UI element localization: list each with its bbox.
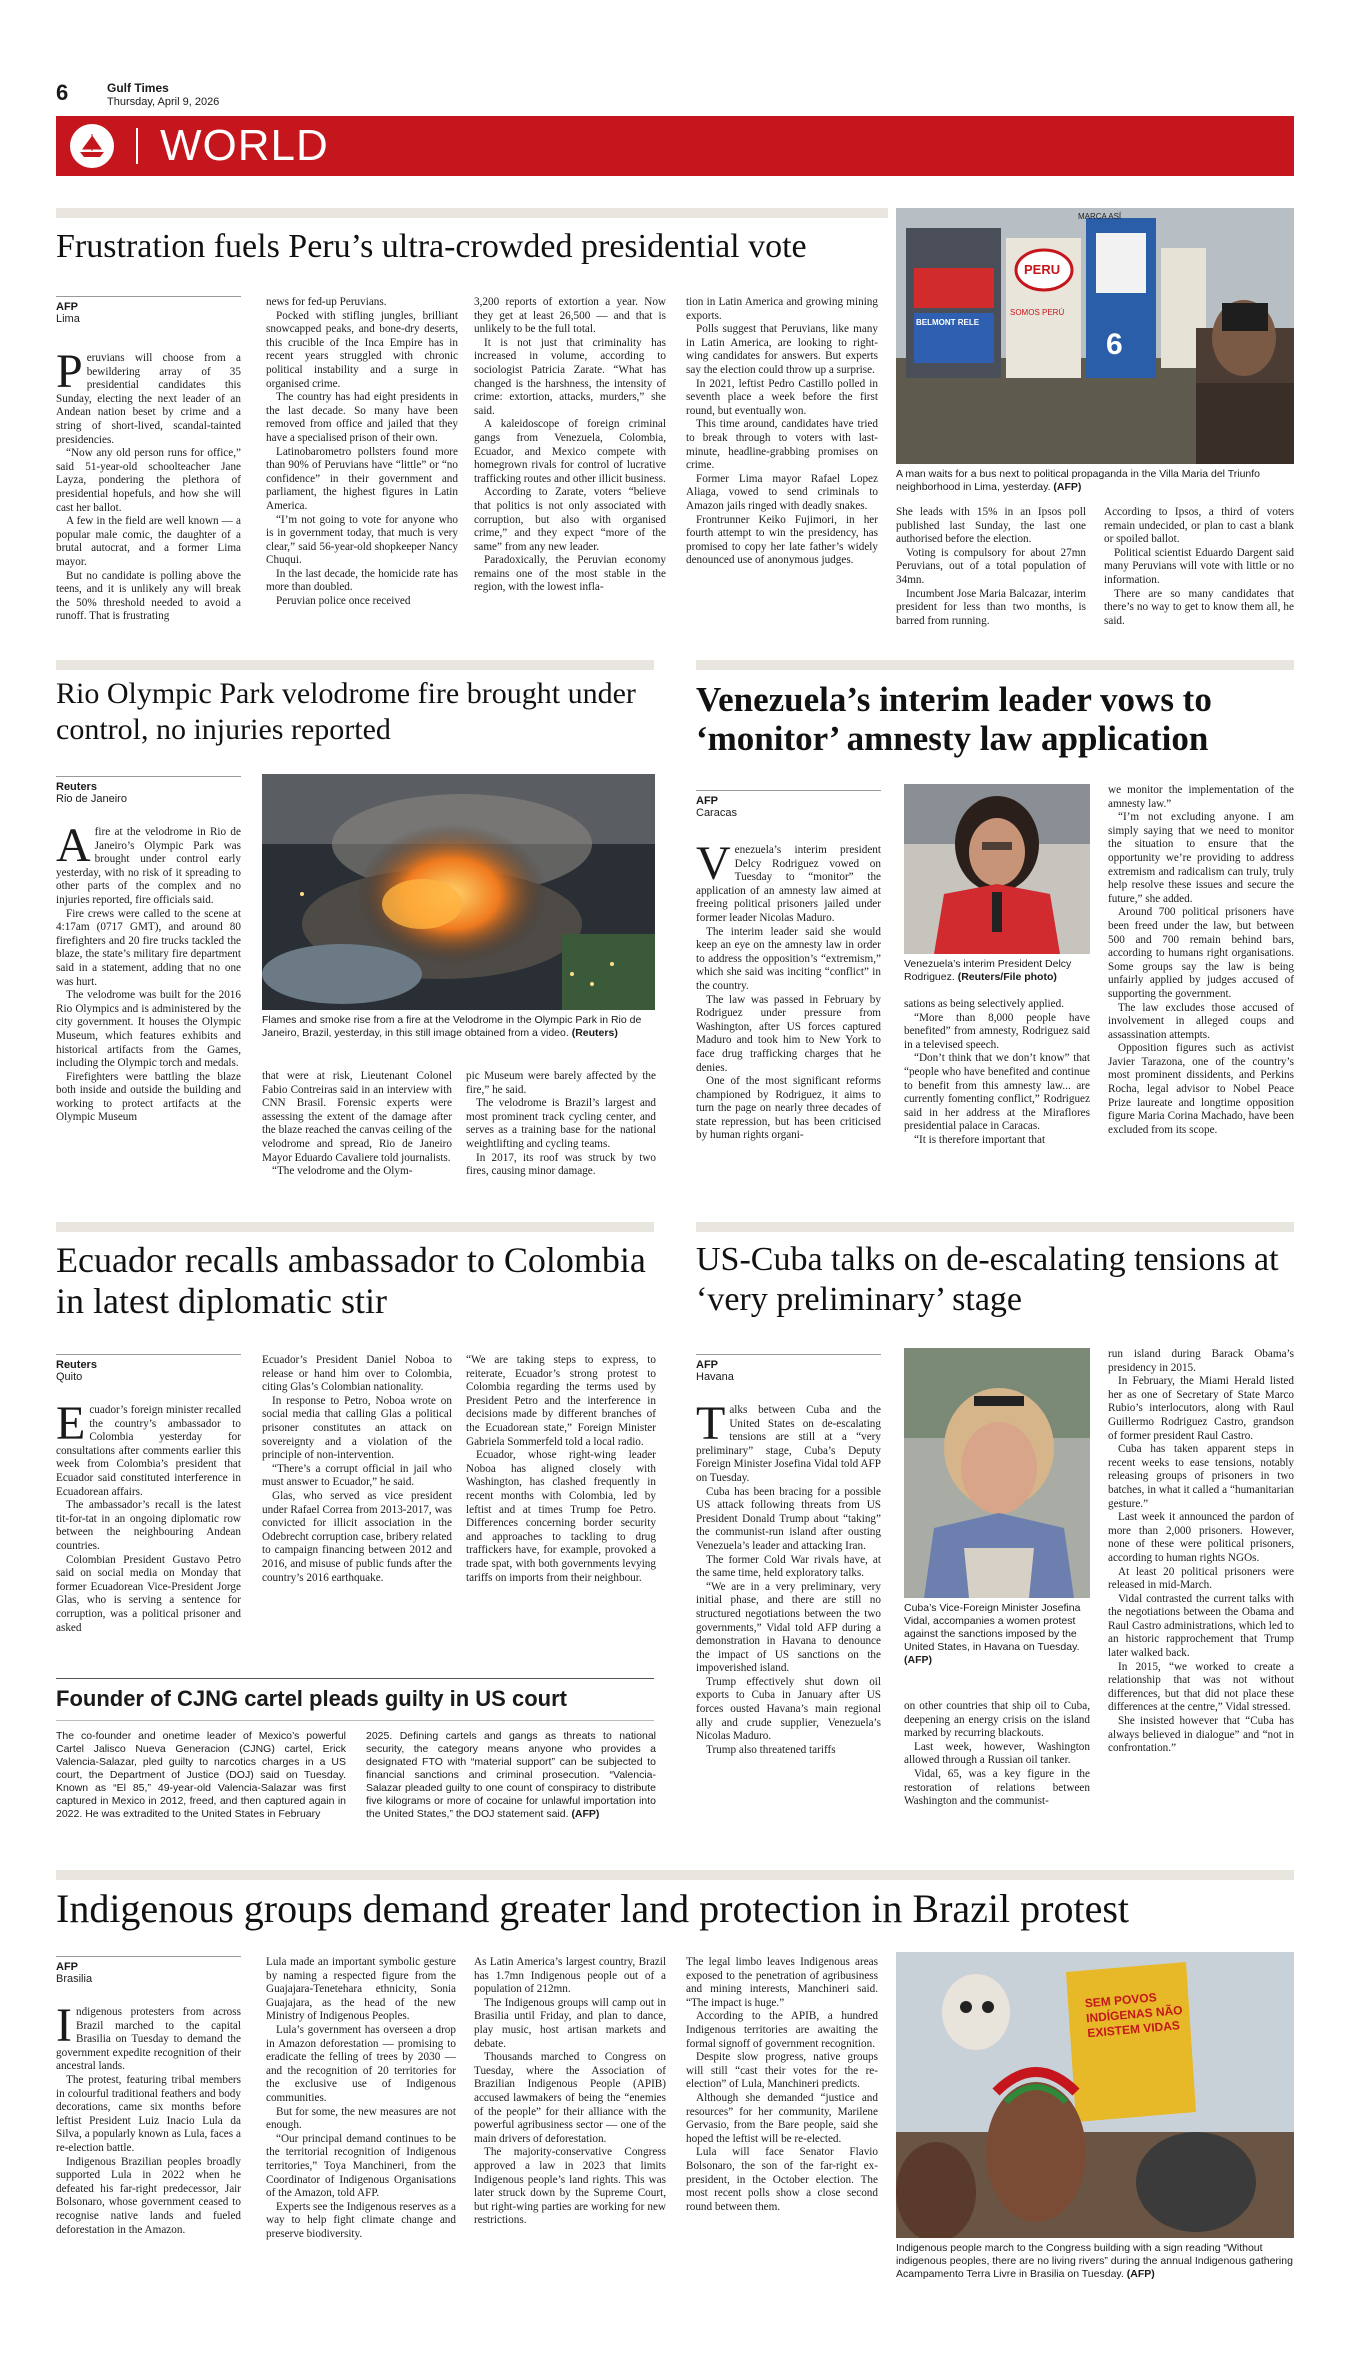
paragraph: Despite slow progress, native groups will still “cast their votes for the re-election” of Lula, Manchineri predicts.: [686, 2051, 878, 2091]
paragraph: “Don’t think that we don’t know” that “people who have benefited and continue to benefit from this amnesty law... are currently fomenting conflict,” Rodriguez said in her address at the Miraflores presidential palace in Caracas.: [904, 1052, 1090, 1133]
peru-byline: [56, 296, 241, 325]
ecuador-col-2: [262, 1354, 452, 1585]
ecuador-dropcap: E: [56, 1397, 86, 1450]
ecuador-headline: Ecuador recalls ambassador to Colombia in latest diplomatic stir: [56, 1240, 646, 1321]
paragraph: Lula will face Senator Flavio Bolsonaro, the son of the far-right ex-president, in the October election. The most recent polls show a close second round between them.: [686, 2146, 878, 2213]
cjng-headline: Founder of CJNG cartel pleads guilty in US court: [56, 1686, 567, 1711]
rio-dropcap: A: [56, 819, 91, 872]
cuba-byline: [696, 1354, 881, 1383]
paragraph: enezuela’s interim president Delcy Rodriguez vowed on Tuesday to “monitor” the application of an amnesty law aimed at freeing political prisoners jailed under former leader Nicolas Maduro.: [696, 844, 881, 924]
paragraph: tion in Latin America and growing mining exports.: [686, 296, 878, 322]
brazil-agency: AFP: [56, 1961, 78, 1973]
cuba-dropcap: T: [696, 1397, 726, 1450]
cjng-rule: [56, 1678, 654, 1679]
paragraph: “I’m not excluding anyone. I am simply saying that we need to monitor the situation to ensure that the opportunity we’re providing to address extremism and radicalism can truly, truly help resolve these issues and secure the future,” she added.: [1108, 811, 1294, 905]
peru-col-4: [686, 296, 878, 568]
band-top: [56, 208, 888, 218]
caption-text: A man waits for a bus next to political propaganda in the Villa Maria del Triunfo neighborhood in Lima, yesterday.: [896, 468, 1261, 493]
brazil-col-2: [266, 1956, 456, 2241]
paragraph: In 2021, leftist Pedro Castillo polled in seventh place a week before the first round, but eventually won.: [686, 377, 878, 417]
caption-text: Flames and smoke rise from a fire at the Velodrome in the Olympic Park in Rio de Janeiro, Brazil, yesterday, in this still image obtained from a video.: [262, 1014, 642, 1039]
paper-name: Gulf Times: [107, 81, 169, 95]
paragraph: “The velodrome and the Olym-: [272, 1165, 413, 1178]
band-2: [56, 1222, 654, 1232]
cjng-col-2: [366, 1730, 656, 1821]
venezuela-byline: [696, 790, 881, 819]
section-divider: [136, 128, 138, 164]
photo-sign-text: MARCA ASÍ: [1078, 212, 1122, 221]
photo-poster-text: SOMOS PERÚ: [1010, 308, 1065, 317]
paragraph: Vidal, 65, was a key figure in the restoration of relations between Washington and the communist-: [904, 1767, 1090, 1808]
paragraph: In the last decade, the homicide rate has more than doubled.: [266, 567, 458, 594]
paragraph: Ecuador’s President Daniel Noboa to release or hand him over to Colombia, citing Glas’s Colombian nationality.: [262, 1354, 452, 1394]
paragraph: At least 20 political prisoners were released in mid-March.: [1108, 1565, 1294, 1592]
paragraph: Vidal contrasted the current talks with the negotiations between the Obama and Raul Castro administrations, which led to an historic rapprochement that Trump later walked back.: [1108, 1592, 1294, 1660]
brazil-caption: [896, 2242, 1294, 2281]
paragraph: 3,200 reports of extortion a year. Now they get at least 26,500 — and that is unlikely to be the full total.: [474, 296, 666, 336]
paragraph: But for some, the new measures are not enough.: [266, 2105, 456, 2132]
rio-col-3: [466, 1070, 656, 1179]
peru-headline: Frustration fuels Peru’s ultra-crowded presidential vote: [56, 228, 807, 265]
cuba-col-2: [904, 1700, 1090, 1809]
cjng-col-1: The co-founder and onetime leader of Mexico’s powerful Cartel Jalisco Nueva Generacion (CJNG) cartel, Erick Valencia-Salazar, pled guilty to narcotics charges in a US court, the Department of Justice (DOJ) said on Tuesday. Known as “El 85,” 49-year-old Valencia-Salazar was first captured in Mexico in 2012, freed, and then captured again in 2022. He was extradited to the United States in February: [56, 1730, 346, 1820]
cjng-credit: (AFP): [571, 1808, 600, 1820]
brazil-byline: [56, 1956, 241, 1985]
ecuador-col-1: [56, 1397, 241, 1635]
paragraph: Firefighters were battling the blaze both inside and outside the building and working to protect artifacts at the Olympic Museum: [56, 1070, 241, 1124]
brazil-photo: [896, 1952, 1294, 2238]
paragraph: “Our principal demand continues to be the territorial recognition of Indigenous territories,” Toya Manchineri, from the Coordinator of Indigenous Organisations of the Amazon, told AFP.: [266, 2132, 456, 2200]
issue-date: Thursday, April 9, 2026: [107, 96, 220, 108]
brazil-col-1: [56, 1999, 241, 2237]
band-1b: [696, 660, 1294, 670]
paragraph: Lula’s government has overseen a drop in Amazon deforestation — promising to eradicate the felling of trees by 2030 — and the recognition of 20 territories for the exclusive use of Indigenous communities.: [266, 2023, 456, 2104]
paragraph: A few in the field are well known — a popular male comic, the daughter of a brutal autocrat, and a former Lima mayor.: [56, 515, 241, 568]
paragraph: One of the most significant reforms championed by Rodriguez, it aims to turn the page on nearly three decades of state repression, but has been criticised by human rights organi-: [696, 1075, 881, 1142]
section-bar: [56, 116, 1294, 176]
paragraph: In 2017, its roof was struck by two fires, causing minor damage.: [466, 1151, 656, 1178]
logo-icon: [70, 124, 114, 168]
paragraph: The law excludes those accused of involvement in alleged coups and assassination attempts.: [1108, 1001, 1294, 1041]
paragraph: The majority-conservative Congress approved a law in 2023 that limits Indigenous people’s land rights. This was later struck down by the Supreme Court, but right-wing parties are working for new restrictions.: [474, 2146, 666, 2227]
rio-photo: [262, 774, 655, 1010]
paragraph: Fire crews were called to the scene at 4:17am (0717 GMT), and around 80 firefighters and 20 fire trucks tackled the blaze, the state’s military fire department said in a statement, adding that no one was hurt.: [56, 907, 241, 988]
paragraph: Polls suggest that Peruvians, like many in Latin America, are looking to right-wing candidates for answers. But experts say the election could throw up a surprise.: [686, 323, 878, 376]
paragraph: The interim leader said she would keep an eye on the amnesty law in order to address the opposition’s “extremism,” which she said was inciting “conflict” in the country.: [696, 925, 881, 992]
paragraph: Around 700 political prisoners have been freed under the law, but between 500 and 700 remain behind bars, according to humans right organisations. Some groups say the law is being unfairly applied by judges accused of supporting the government.: [1108, 906, 1294, 1000]
photo-poster-text: 6: [1106, 328, 1123, 361]
paragraph: Cuba has taken apparent steps in recent weeks to ease tensions, notably releasing groups of prisoners in two batches, in what it called a “humanitarian gesture.”: [1108, 1443, 1294, 1510]
caption-text: Venezuela’s interim President Delcy Rodriguez.: [904, 958, 1072, 983]
ecuador-byline: [56, 1354, 241, 1383]
caption-text: Cuba’s Vice-Foreign Minister Josefina Vidal, accompanies a women protest against the sanctions imposed by the United States, in Havana on Tuesday.: [904, 1602, 1081, 1653]
paragraph: news for fed-up Peruvians.: [266, 296, 387, 308]
paragraph: “We are taking steps to express, to reiterate, Ecuador’s strong protest to Colombia regarding the terms used by President Petro and the interference in decisions made by different branches of the Ecuadorean state,” Foreign Minister Gabriela Sommerfeld told a local radio.: [466, 1354, 656, 1448]
venezuela-place: Caracas: [696, 807, 737, 819]
paragraph: The ambassador’s recall is the latest tit-for-tat in an ongoing diplomatic row between the neighbouring Andean countries.: [56, 1499, 241, 1552]
venezuela-dropcap: V: [696, 837, 731, 890]
peru-photo: [896, 208, 1294, 464]
peru-col-1: [56, 345, 241, 624]
paragraph: The protest, featuring tribal members in colourful traditional feathers and body decorations, came six months before leftist President Luiz Inacio Lula da Silva, a popularly known as Lula, faces a re-election battle.: [56, 2073, 241, 2154]
paragraph: Former Lima mayor Rafael Lopez Aliaga, vowed to send criminals to Amazon jails ringed with deadly snakes.: [686, 472, 878, 512]
venezuela-agency: AFP: [696, 795, 718, 807]
paragraph: She leads with 15% in an Ipsos poll published last Sunday, the last one authorised before the election.: [896, 506, 1086, 546]
cjng-rule-2: [56, 1720, 654, 1721]
paragraph: Last week it announced the pardon of more than 2,000 prisoners. However, none of these were political prisoners, according to human rights NGOs.: [1108, 1511, 1294, 1564]
venezuela-col-1: [696, 837, 881, 1143]
paragraph: Peruvian police once received: [276, 595, 411, 608]
paragraph: Experts see the Indigenous reserves as a way to help fight climate change and preserve biodiversity.: [266, 2200, 456, 2240]
section-title: WORLD: [160, 121, 329, 170]
paragraph: The former Cold War rivals have, at the same time, held exploratory talks.: [696, 1553, 881, 1580]
rio-col-1: [56, 819, 241, 1125]
peru-caption: [896, 468, 1294, 494]
paragraph: A kaleidoscope of foreign criminal gangs from Venezuela, Colombia, Ecuador, and Mexico compete with homegrown rivals for control of lucrative trafficking routes and other illicit business.: [474, 418, 666, 485]
paragraph: The law was passed in February by Rodriguez under pressure from Washington, after US forces captured Maduro and took him to New York to face drug trafficking charges that he denies.: [696, 993, 881, 1074]
paragraph: Paradoxically, the Peruvian economy remains one of the most stable in the region, with the lowest infla-: [474, 554, 666, 594]
peru-agency: AFP: [56, 301, 78, 313]
cuba-col-1: [696, 1397, 881, 1757]
page-number: 6: [56, 80, 69, 105]
paragraph: Opposition figures such as activist Javier Tarazona, one of the country’s most prominent dissidents, and Perkins Rocha, legal advisor to Nobel Peace Prize laureate and longtime opposition figure Maria Corina Machado, have been excluded from its scope.: [1108, 1042, 1294, 1136]
band-3: [56, 1870, 1294, 1880]
rio-col-2: [262, 1070, 452, 1179]
paragraph: In February, the Miami Herald listed her as one of Secretary of State Marco Rubio’s interlocutors, along with Raul Guillermo Rodriguez Castro, grandson of former president Raul Castro.: [1108, 1375, 1294, 1442]
cuba-headline: US-Cuba talks on de-escalating tensions at ‘very preliminary’ stage: [696, 1241, 1279, 1318]
masthead: [107, 82, 219, 109]
paragraph: Frontrunner Keiko Fujimori, in her fourth attempt to win the presidency, has promised to copy her late father’s widely denounced use of anonymous judges.: [686, 513, 878, 567]
paragraph: As Latin America’s largest country, Brazil has 1.7mn Indigenous people out of a population of 212mn.: [474, 1956, 666, 1996]
peru-col-5: [896, 506, 1086, 628]
photo-sign-text: PERU: [1024, 262, 1061, 277]
paragraph: run island during Barack Obama’s presidency in 2015.: [1108, 1348, 1294, 1374]
peru-dropcap: P: [56, 345, 83, 398]
paragraph: Latinobarometro pollsters found more than 90% of Peruvians have “little” or “no confidence” in their government and parliament, the highest figures in Latin America.: [266, 445, 458, 512]
paragraph: Incumbent Jose Maria Balcazar, interim president for less than two months, is barred from running.: [896, 587, 1086, 627]
paragraph: eruvians will choose from a bewildering array of 35 presidential candidates this Sunday, electing the next leader of an Andean nation beset by crime and a string of short-lived, scandal-tainted presidencies.: [56, 352, 241, 446]
peru-col-3: [474, 296, 666, 595]
paragraph: The country has had eight presidents in the last decade. So many have been removed from office and jailed that they have a specialised prison of their own.: [266, 391, 458, 444]
paragraph: fire at the velodrome in Rio de Janeiro’s Olympic Park was brought under control early yesterday, with no risk of it spreading to other parts of the complex and no injuries reported, fire officials said.: [56, 826, 241, 906]
band-1: [56, 660, 654, 670]
paragraph: Political scientist Eduardo Dargent said many Peruvians will vote with little or no information.: [1104, 546, 1294, 586]
caption-credit: (Reuters/File photo): [957, 971, 1057, 983]
paragraph: The Indigenous groups will camp out in Brasilia until Friday, and plan to dance, play music, host artisan markets and debate.: [474, 1996, 666, 2050]
paragraph: Trump effectively shut down oil exports to Cuba in January after US forces ousted Havana’s main regional ally and crude supplier, Venezuela’s Nicolas Maduro.: [696, 1675, 881, 1743]
rio-caption: [262, 1014, 655, 1040]
paragraph: Lula made an important symbolic gesture by naming a respected figure from the Guajajara-Tenetehara ethnicity, Sonia Guajajara, as the head of the new Ministry of Indigenous Peoples.: [266, 1956, 456, 2023]
paragraph: Pocked with stifling jungles, brilliant snowcapped peaks, and bone-dry deserts, this crucible of the Inca Empire has in recent years struggled with chronic political instability and a surge in organised crime.: [266, 309, 458, 390]
paragraph: In response to Petro, Noboa wrote on social media that calling Glas a political prisoner constitutes an attack on sovereignty and a violation of the principle of non-intervention.: [262, 1394, 452, 1462]
paragraph: The velodrome was built for the 2016 Rio Olympics and is administered by the city government. It houses the Olympic Museum, which features exhibits and historical artifacts from the Games, including the Olympic torch and medals.: [56, 989, 241, 1070]
paragraph: According to Ipsos, a third of voters remain undecided, or plan to cast a blank or spoiled ballot.: [1104, 506, 1294, 546]
brazil-place: Brasilia: [56, 1973, 93, 1985]
brazil-headline: Indigenous groups demand greater land protection in Brazil protest: [56, 1886, 1130, 1931]
venezuela-col-2: [904, 998, 1090, 1148]
rio-place: Rio de Janeiro: [56, 793, 127, 805]
peru-col-6: [1104, 506, 1294, 628]
paragraph: This time around, candidates have tried to break through to voters with last-minute, headline-grabbing promises on crime.: [686, 418, 878, 472]
paragraph: Voting is compulsory for about 27mn Peruvians, out of a total population of 34mn.: [896, 546, 1086, 586]
paragraph: According to the APIB, a hundred Indigenous territories are awaiting the formal signoff of government recognition.: [686, 2010, 878, 2050]
cuba-photo: [904, 1348, 1090, 1598]
paragraph: Last week, however, Washington allowed through a Russian oil tanker.: [904, 1740, 1090, 1767]
venezuela-photo: [904, 784, 1090, 954]
paragraph: “It is therefore important that: [914, 1133, 1046, 1146]
brazil-col-4: [686, 1956, 878, 2214]
paragraph: on other countries that ship oil to Cuba, deepening an energy crisis on the island marked by recurring blackouts.: [904, 1700, 1090, 1740]
caption-credit: (AFP): [1126, 2268, 1155, 2280]
venezuela-headline: Venezuela’s interim leader vows to ‘monitor’ amnesty law application: [696, 680, 1212, 758]
paragraph: Although she demanded “justice and resources” for her community, Marilene Gervasio, from the Bare people, said she hoped the leftist will be re-elected.: [686, 2091, 878, 2145]
paragraph: Thousands marched to Congress on Tuesday, where the Association of Brazilian Indigenous People (APIB) accused lawmakers of being the “enemies of the people” for their alliance with the powerful agribusiness sector — one of the main drivers of deforestation.: [474, 2051, 666, 2145]
photo-poster-text: BELMONT RELE: [916, 318, 980, 327]
cuba-agency: AFP: [696, 1359, 718, 1371]
caption-credit: (AFP): [904, 1654, 932, 1666]
caption-credit: (AFP): [1053, 481, 1082, 493]
cjng-col-2-text: 2025. Defining cartels and gangs as threats to national security, the category means anyone who provides a designated FTO with “material support” can be subjected to financial sanctions and criminal prosecution. “Valencia-Salazar pleaded guilty to one count of conspiracy to distribute five kilograms or more of cocaine for unlawful importation into the United States,” the DOJ statement said.: [366, 1730, 656, 1820]
paragraph: ndigenous protesters from across Brazil marched to the capital Brasilia on Tuesday to demand the government expedite recognition of their ancestral lands.: [56, 2006, 241, 2073]
ecuador-agency: Reuters: [56, 1359, 97, 1371]
paragraph: pic Museum were barely affected by the fire,” he said.: [466, 1070, 656, 1096]
rio-byline: [56, 776, 241, 805]
cuba-col-3: [1108, 1348, 1294, 1756]
paragraph: Ecuador, whose right-wing leader Noboa has aligned closely with Washington, has clashed frequently in recent months with Colombia, led by leftist and at times Trump foe Petro. Differences concerning border security and approaches to tackling to drug traffickers have, for example, provoked a trade spat, with both governments levying tariffs on imports from their neighbour.: [466, 1449, 656, 1584]
paragraph: Indigenous Brazilian peoples broadly supported Lula in 2022 when he defeated his far-right predecessor, Jair Bolsonaro, whose government ceased to recognise native lands and fueled deforestation in the Amazon.: [56, 2155, 241, 2236]
venezuela-col-3: [1108, 784, 1294, 1137]
caption-credit: (Reuters): [571, 1027, 618, 1039]
paragraph: alks between Cuba and the United States on de-escalating tensions are still at a “very preliminary” stage, Cuba’s Deputy Foreign Minister Josefina Vidal told AFP on Tuesday.: [696, 1404, 881, 1484]
banner-text: SEM POVOS INDÍGENAS NÃO EXISTEM VIDAS: [1084, 1990, 1184, 2041]
paragraph: “There’s a corrupt official in jail who must answer to Ecuador,” he said.: [262, 1462, 452, 1489]
brazil-col-3: [474, 1956, 666, 2228]
paragraph: “We are in a very preliminary, very initial phase, and there are still no structured negotiations between the two governments,” Vidal told AFP during a demonstration in Havana to denounce the impact of US sanctions on the impoverished island.: [696, 1580, 881, 1675]
paragraph: The legal limbo leaves Indigenous areas exposed to the penetration of agribusiness and mining interests, Manchineri said. “The impact is huge.”: [686, 1956, 878, 2009]
paragraph: “More than 8,000 people have benefited” from amnesty, Rodriguez said in a televised speech.: [904, 1011, 1090, 1051]
rio-headline: Rio Olympic Park velodrome fire brought under control, no injuries reported: [56, 677, 636, 746]
paragraph: It is not just that criminality has increased in volume, according to sociologist Patricia Zarate. “What has changed is the harshness, the intensity of crime: extortion, attacks, murders,” she said.: [474, 336, 666, 417]
paragraph: cuador’s foreign minister recalled the country’s ambassador to Colombia yesterday for consultations after comments earlier this week from Colombia’s president that Ecuador said constituted interference in Ecuadorean affairs.: [56, 1404, 241, 1498]
rio-agency: Reuters: [56, 781, 97, 793]
paragraph: Cuba has been bracing for a possible US attack following threats from US President Donald Trump about “taking” the communist-run island after ousting Venezuela’s leader and attacking Iran.: [696, 1485, 881, 1552]
paragraph: “Now any old person runs for office,” said 51-year-old schoolteacher Jane Layza, pondering the plethora of presidential hopefuls, and how she will cast her ballot.: [56, 447, 241, 514]
ecuador-col-3: [466, 1354, 656, 1585]
paragraph: sations as being selectively applied.: [904, 998, 1065, 1010]
cuba-caption: [904, 1602, 1090, 1667]
paragraph: that were at risk, Lieutenant Colonel Fabio Contreiras said in an interview with CNN Brasil. Forensic experts were assessing the extent of the damage after the blaze reached the canvas ceiling of the velodrome and spread, Rio de Janeiro Mayor Eduardo Cavaliere told journalists.: [262, 1070, 452, 1164]
paragraph: The velodrome is Brazil’s largest and most prominent track cycling center, and serves as a training base for the national weightlifting and cycling teams.: [466, 1097, 656, 1150]
caption-text: Indigenous people march to the Congress building with a sign reading “Without indigenous peoples, there are no living rivers” during the annual Indigenous gathering Acampamento Terra Livre in Brasilia on Tuesday.: [896, 2242, 1293, 2280]
peru-col-2: [266, 296, 458, 609]
paragraph: In 2015, “we worked to create a relationship that was not without differences, but that did not place these differences at the centre,” Vidal stressed.: [1108, 1660, 1294, 1714]
paragraph: Glas, who served as vice president under Rafael Correa from 2013-2017, was convicted for illicit association in the Odebrecht corruption case, bribery related to campaign financing between 2012 and 2016, and misuse of public funds after the country’s 2016 earthquake.: [262, 1489, 452, 1584]
paragraph: But no candidate is polling above the teens, and it is unlikely any will break the 50% threshold needed to avoid a runoff. That is frustrating: [56, 569, 241, 623]
venezuela-caption: [904, 958, 1090, 984]
paragraph: Colombian President Gustavo Petro said on social media on Monday that former Ecuadorean Vice-President Jorge Glas, who is serving a sentence for corruption, was a political prisoner and asked: [56, 1553, 241, 1634]
cuba-place: Havana: [696, 1371, 734, 1383]
band-2b: [696, 1222, 1294, 1232]
paragraph: “I’m not going to vote for anyone who is in government today, that much is very clear,” said 56-year-old shopkeeper Nancy Chuqui.: [266, 513, 458, 567]
paragraph: She insisted however that “Cuba has always believed in dialogue” and “not in confrontation.”: [1108, 1715, 1294, 1755]
ecuador-place: Quito: [56, 1371, 83, 1383]
paragraph: Trump also threatened tariffs: [706, 1743, 836, 1756]
peru-place: Lima: [56, 313, 80, 325]
paragraph: we monitor the implementation of the amnesty law.”: [1108, 784, 1294, 810]
paragraph: According to Zarate, voters “believe that politics is not only associated with corruption, but also with organised crime,” and they expect “more of the same” from any new leader.: [474, 486, 666, 553]
brazil-dropcap: I: [56, 1999, 72, 2052]
paragraph: There are so many candidates that there’s no way to get to know them all, he said.: [1104, 587, 1294, 627]
